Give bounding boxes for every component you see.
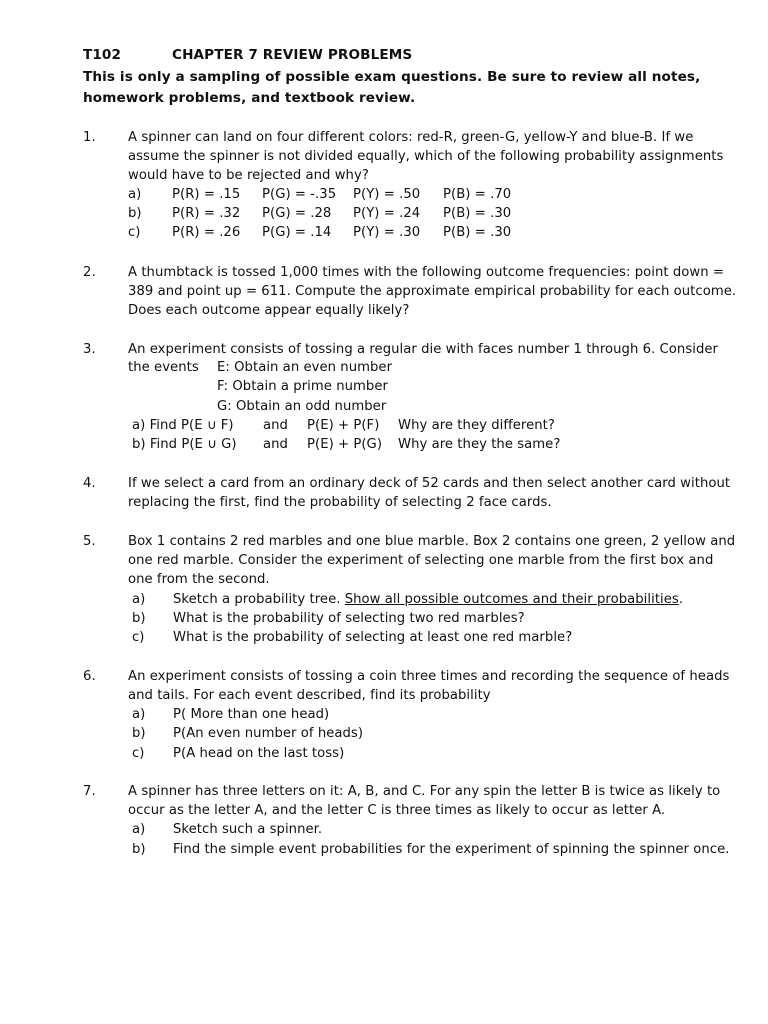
intro-line-1: This is only a sampling of possible exam questions. Be sure to review all notes, [83, 69, 701, 85]
event-g: G: Obtain an odd number [217, 399, 387, 414]
document-title: CHAPTER 7 REVIEW PROBLEMS [172, 47, 413, 63]
option-label: b) [128, 206, 142, 221]
part-label: c) [132, 630, 145, 645]
question-text: replacing the first, find the probability of selecting 2 face cards. [128, 495, 552, 510]
question-number: 6. [83, 669, 96, 684]
question-text: A thumbtack is tossed 1,000 times with the following outcome frequencies: point down = [128, 265, 724, 280]
question-number: 3. [83, 342, 96, 357]
part-label: a) [132, 822, 146, 837]
part-a-line [173, 590, 683, 609]
option-value: P(B) = .30 [443, 206, 512, 221]
question-text: Box 1 contains 2 red marbles and one blue marble. Box 2 contains one green, 2 yellow and [128, 534, 736, 549]
question-number: 2. [83, 265, 96, 280]
event-e: E: Obtain an even number [217, 360, 393, 375]
course-code: T102 [83, 47, 122, 63]
question-text: Does each outcome appear equally likely? [128, 303, 410, 318]
part-b-sum: P(E) + P(G) [307, 437, 383, 452]
option-value: P(G) = .28 [262, 206, 332, 221]
part-label: a) [132, 592, 146, 607]
question-number: 7. [83, 784, 96, 799]
question-number: 5. [83, 534, 96, 549]
events-label: the events [128, 360, 199, 375]
option-value: P(B) = .30 [443, 225, 512, 240]
question-text: one from the second. [128, 572, 270, 587]
option-value: P(R) = .32 [172, 206, 241, 221]
part-a-text: Sketch a probability tree. [173, 592, 345, 607]
part-a-find: a) Find P(E ∪ F) [132, 418, 234, 433]
part-label: b) [132, 611, 146, 626]
intro-line-2: homework problems, and textbook review. [83, 90, 416, 106]
option-value: P(Y) = .24 [353, 206, 421, 221]
question-text: assume the spinner is not divided equally, which of the following probability assignments [128, 149, 724, 164]
part-text: P( More than one head) [173, 707, 330, 722]
question-text: An experiment consists of tossing a regular die with faces number 1 through 6. Consider [128, 342, 719, 357]
option-value: P(R) = .26 [172, 225, 241, 240]
part-text: P(A head on the last toss) [173, 746, 345, 761]
option-value: P(R) = .15 [172, 187, 241, 202]
part-text: P(An even number of heads) [173, 726, 364, 741]
question-number: 4. [83, 476, 96, 491]
question-text: A spinner has three letters on it: A, B, and C. For any spin the letter B is twice as likely to [128, 784, 721, 799]
question-text: 389 and point up = 611. Compute the approximate empirical probability for each outcome. [128, 284, 737, 299]
part-b-find: b) Find P(E ∪ G) [132, 437, 237, 452]
question-text: A spinner can land on four different colors: red-R, green-G, yellow-Y and blue-B. If we [128, 130, 694, 145]
part-text: Sketch such a spinner. [173, 822, 323, 837]
option-value: P(G) = .14 [262, 225, 332, 240]
question-text: and tails. For each event described, find its probability [128, 688, 491, 703]
part-a-underlined: Show all possible outcomes and their probabilities [344, 592, 679, 607]
part-b-and: and [263, 437, 288, 452]
question-text: one red marble. Consider the experiment of selecting one marble from the first box and [128, 553, 714, 568]
part-a-and: and [263, 418, 288, 433]
part-a-why: Why are they different? [398, 418, 555, 433]
part-a-sum: P(E) + P(F) [307, 418, 380, 433]
question-text: would have to be rejected and why? [128, 168, 369, 183]
option-value: P(B) = .70 [443, 187, 512, 202]
part-a-end: . [678, 592, 684, 607]
question-text: If we select a card from an ordinary deck of 52 cards and then select another card without [128, 476, 731, 491]
part-label: c) [132, 746, 145, 761]
event-f: F: Obtain a prime number [217, 379, 388, 394]
question-number: 1. [83, 130, 96, 145]
part-text: What is the probability of selecting at least one red marble? [173, 630, 573, 645]
part-text: What is the probability of selecting two red marbles? [173, 611, 525, 626]
option-label: a) [128, 187, 142, 202]
question-text: occur as the letter A, and the letter C is three times as likely to occur as letter A. [128, 803, 666, 818]
part-label: b) [132, 726, 146, 741]
question-text: An experiment consists of tossing a coin three times and recording the sequence of heads [128, 669, 730, 684]
part-label: a) [132, 707, 146, 722]
option-label: c) [128, 225, 141, 240]
option-value: P(Y) = .30 [353, 225, 421, 240]
part-label: b) [132, 842, 146, 857]
option-value: P(Y) = .50 [353, 187, 421, 202]
part-text: Find the simple event probabilities for the experiment of spinning the spinner once. [173, 842, 730, 857]
part-b-why: Why are they the same? [398, 437, 561, 452]
option-value: P(G) = -.35 [262, 187, 337, 202]
